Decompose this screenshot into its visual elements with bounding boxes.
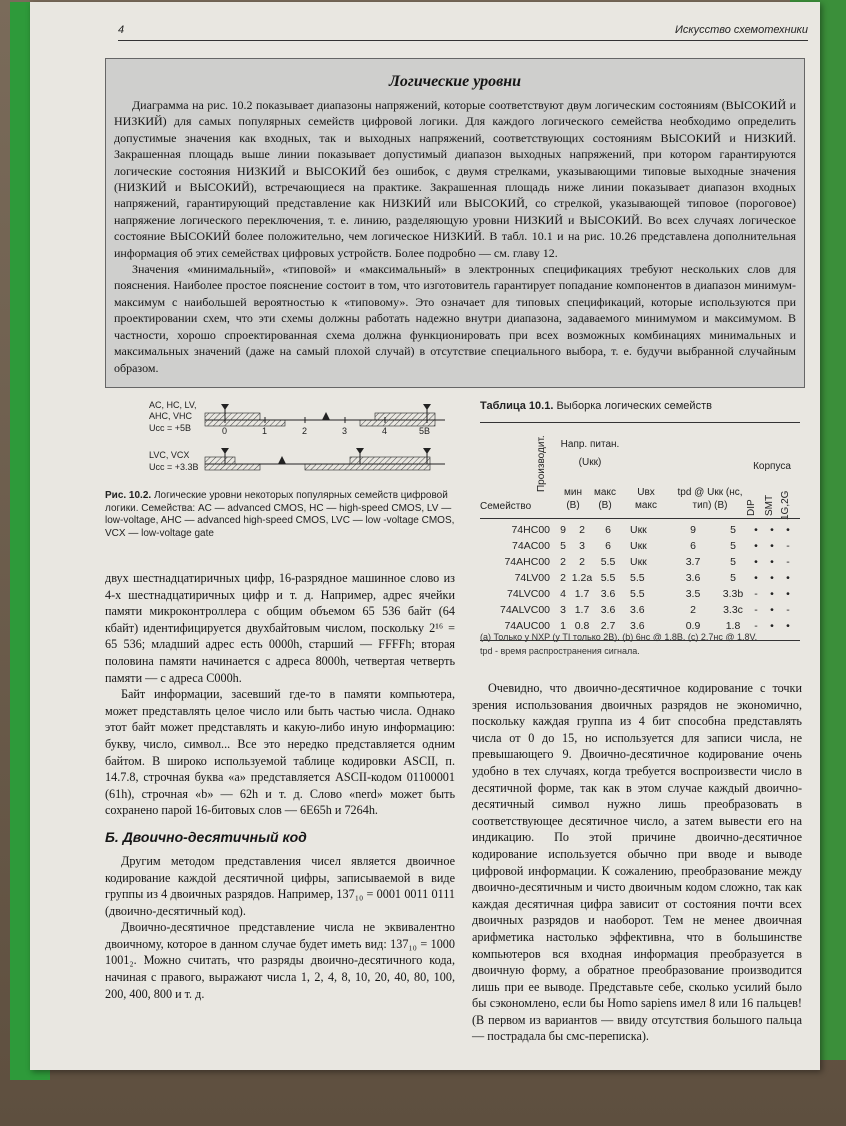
table-title-text: Выборка логических семейств [556, 400, 712, 412]
left-paragraph-1: двух шестнадцатиричных цифр, 16-разрядное машинное слово из 4-х шестнадцатиричных цифр и т. д. Например, адрес ячейки памяти микроконтроллера с общим объемом 65 536 байт (64 кбайт) идентифицируется двухбайтовым числом, поскольку 2¹⁶ = 65 536; младший адрес есть 0000h, старший — FFFFh; вторая половина памяти начинается с адреса 8000h, четвертая четверть памяти — с адреса C000h. [105, 571, 455, 685]
cell-g: • [786, 620, 790, 632]
cell-dip: • [754, 572, 758, 584]
cell-smt: • [770, 620, 774, 632]
group2-vcc: Ucc = +3.3В [149, 462, 199, 472]
right-paragraph-1: Очевидно, что двоично-десятичное кодирование с точки зрения использования двоичных разрядов не экономично, поскольку каждая группа из 4 бит способна представлять числа от 0 до 15, но используется для записи числа, не превышающего 9. Двоично-десятичное кодирование очень удобно в тех случаях, когда требуется воспроизвести число в десятичной форме, так как в этом случае каждый двоично-десятичный символ нужно лишь преобразовать в соответствующее десятичное число, а затем вывести его на индикацию. По этой причине двоично-десятичное кодирование используется обычно при вводе и выводе цифровой информации. К сожалению, преобразование между двоично-десятичным и чисто двоичным кодом сложно, так как каждая десятичная цифра зависит от состояния почти всех двоичных разрядов и наоборот. Тем не менее двоичная арифметика настолько эффективна, что в большинстве компьютеров вся входная информация преобразуется в двоичную форму, а обратное преобразование производится лишь при ее выводе. Представьте себе, сколько усилий было бы сэкономлено, если бы Homo sapiens имел 8 или 16 пальцев! (В первом из вариантов — ввиду отсутствия большого пальца — пострадала бы смс-переписка). [472, 681, 802, 1044]
cell-smt: • [770, 556, 774, 568]
cell-max: 6 [605, 540, 611, 552]
cell-v: 5 [730, 556, 736, 568]
cell-v: 3.3b [722, 588, 744, 600]
section-heading: Б. Двоично-десятичный код [105, 828, 307, 845]
tick-label-5: 5В [419, 426, 431, 436]
cell-g: • [786, 588, 790, 600]
cell-min: 1.7 [574, 588, 590, 600]
cell-smt: • [770, 588, 774, 600]
cell-tpd: 9 [690, 524, 696, 536]
box-paragraph-1: Диаграмма на рис. 10.2 показывает диапазоны напряжений, которые соответствуют двум логическим состояниям (ВЫСОКИЙ и НИЗКИЙ) для самых популярных семейств цифровой логики. Для каждого логического семейства необходимо определить допустимые значения как входных, так и выходных напряжений, соответствующих состояниям ВЫСОКИЙ и НИЗКИЙ. Закрашенная площадь выше линии показывает допустимый диапазон выходных напряжений, при котором гарантируются логические состояния НИЗКИЙ и ВЫСОКИЙ без ошибок, с двумя стрелками, указывающими типовые выходные значения (НИЗКИЙ и ВЫСОКИЙ), встречающиеся на практике. Закрашенная площадь ниже линии показывает диапазон входных напряжений, гарантирующий представление как НИЗКИЙ или ВЫСОКИЙ, со стрелкой, указывающей типовое (пороговое) напряжение логического переключения, т. е. линию, разделяющую уровни НИЗКИЙ и ВЫСОКИЙ. Во всех случаях логическое состояние ВЫСОКИЙ более положительно, чем логическое НИЗКИЙ. В табл. 10.1 и на рис. 10.26 представлена дополнительная информация об этих семействах цифровых устройств. Более подробно — см. главу 12. [114, 98, 796, 260]
cell-max: 3.6 [600, 604, 616, 616]
cell-mfr: 1 [560, 620, 566, 632]
cell-mfr: 5 [560, 540, 566, 552]
cell-mfr: 2 [560, 556, 566, 568]
table-title [480, 400, 712, 412]
cell-mfr: 3 [560, 604, 566, 616]
group1-families: AC, HC, LV, [149, 400, 197, 410]
cell-dip: • [754, 540, 758, 552]
header-family: Семейство [480, 501, 532, 512]
header-tpd: tpd @ Uкк (нс, тип) (В) [677, 487, 743, 511]
cell-tpd: 2 [690, 604, 696, 616]
cell-tpd: 3.7 [685, 556, 701, 568]
cell-uin: 3.6 [630, 604, 645, 616]
figure-caption-label: Рис. 10.2. [105, 490, 152, 501]
tick-label-3: 3 [342, 426, 348, 436]
box-paragraph-2: Значения «минимальный», «типовой» и «максимальный» в электронных спецификациях требуют нескольких слов для пояснения. Наиболее простое пояснение состоит в том, что изготовитель гарантирует попадание компонентов в диапазон минимум-максимум с наибольшей вероятностью к «типовому». Это означает для типовых спецификаций, которые используются при проектировании схем, что эти схемы должны работать надежно внутри диапазона, задаваемого минимумом и максимумом. В частности, хорошо спроектированная схема должна функционировать при всех возможных комбинациях минимальных и максимальных значений (даже на самый плохой случай) в отсутствие специального выбора, т. е. будучи выбранной случайным образом. [114, 262, 796, 375]
cell-tpd: 3.5 [685, 588, 701, 600]
cell-max: 6 [605, 524, 611, 536]
page-header [118, 24, 808, 41]
tick-label-4: 4 [382, 426, 388, 436]
header-min: мин (В) [564, 487, 582, 511]
cell-min: 1.7 [574, 604, 590, 616]
table-top-rule [480, 422, 800, 423]
logic-levels-box [105, 58, 805, 388]
right-text-column [472, 680, 802, 1045]
cell-smt: • [770, 540, 774, 552]
logic-families-table [480, 400, 805, 665]
tick-label-2: 2 [302, 426, 308, 436]
cell-family: 74AC00 [512, 540, 550, 552]
cell-max: 5.5 [600, 572, 616, 584]
table-title-label: Таблица 10.1. [480, 400, 554, 412]
table-row [480, 604, 800, 620]
tick-label-1: 1 [262, 426, 268, 436]
cell-max: 3.6 [600, 588, 616, 600]
cell-g: - [786, 556, 790, 568]
cell-dip: - [754, 620, 758, 632]
header-smt-1g2g: 1G,2G [780, 490, 791, 520]
table-row [480, 572, 800, 588]
book-title: Искусство схемотехники [675, 24, 808, 36]
cell-family: 74HC00 [511, 524, 550, 536]
cell-smt: • [770, 524, 774, 536]
cell-min: 0.8 [574, 620, 590, 632]
table-header-rule [480, 518, 800, 519]
cell-dip: - [754, 604, 758, 616]
cell-v: 1.8 [725, 620, 741, 632]
header-supply-unit: (Uкк) [578, 457, 602, 468]
table-footnote-1: (а) Только у NXP (у TI только 2В). (b) 6нс @ 1.8В. (c) 2.7нс @ 1.8V. [480, 632, 758, 642]
table-row [480, 588, 800, 604]
group1-families-line2: AHC, VHC [149, 411, 193, 421]
header-uin: Uвх макс [635, 487, 657, 511]
cell-uin: 5.5 [630, 572, 645, 584]
cell-min: 3 [579, 540, 585, 552]
header-manufacturer: Производит. [536, 435, 547, 492]
header-smt: SMT [764, 494, 775, 516]
cell-mfr: 4 [560, 588, 566, 600]
cell-tpd: 0.9 [685, 620, 701, 632]
cell-smt: • [770, 604, 774, 616]
cell-uin: 3.6 [630, 620, 645, 632]
cell-family: 74LV00 [514, 572, 550, 584]
cell-min: 1.2a [571, 572, 593, 584]
group2-families: LVC, VCX [149, 450, 190, 460]
figure-caption [105, 490, 465, 540]
box-title: Логические уровни [388, 73, 522, 90]
cell-tpd: 3.6 [685, 572, 701, 584]
cell-v: 5 [730, 540, 736, 552]
cell-uin: Uкк [630, 524, 647, 536]
cell-g: • [786, 572, 790, 584]
left-text-column [105, 570, 455, 1002]
cell-family: 74AUC00 [504, 620, 550, 632]
cell-g: - [786, 604, 790, 616]
left-paragraph-4: Двоично-десятичное представление числа не эквивалентно двоичному, которое в данном случае будет иметь вид: 137₁₀ = 1000 1001₂. Можно считать, что разряды двоично-десятичного кода, начиная с правого, выражают числа 1, 2, 4, 8, 10, 20, 40, 80, 100, 200, 400, 800 и т. д. [105, 920, 455, 1001]
cell-uin: Uкк [630, 556, 647, 568]
cell-min: 2 [579, 524, 585, 536]
cell-uin: 5.5 [630, 588, 645, 600]
cell-g: - [786, 540, 790, 552]
cell-max: 5.5 [600, 556, 616, 568]
cell-mfr: 2 [560, 572, 566, 584]
cell-dip: • [754, 524, 758, 536]
cell-family: 74ALVC00 [499, 604, 550, 616]
figure-caption-text: Логические уровни некоторых популярных семейств цифровой логики. Семейства: AC — advanced CMOS, HC — high-speed CMOS, LV — low-voltage, AHC — advanced high-speed CMOS, LVC — low -voltage CMOS, VCX — low-voltage gate [105, 490, 455, 539]
cell-v: 5 [730, 572, 736, 584]
cell-family: 74AHC00 [504, 556, 550, 568]
cell-dip: • [754, 556, 758, 568]
cell-family: 74LVC00 [506, 588, 550, 600]
page-number: 4 [118, 24, 125, 36]
table-row [480, 524, 800, 540]
cell-v: 3.3c [723, 604, 743, 616]
cell-min: 2 [579, 556, 585, 568]
left-paragraph-3: Другим методом представления чисел является двоичное кодирование каждой десятичной цифры, записываемой в виде группы из 4 двоичных разрядов. Например, 137₁₀ = 0001 0011 0111 (двоично-десятичный код). [105, 853, 455, 918]
cell-max: 2.7 [600, 620, 616, 632]
header-supply: Напр. питан. [560, 439, 620, 450]
cell-dip: - [754, 588, 758, 600]
cell-tpd: 6 [690, 540, 696, 552]
group1-vcc: Ucc = +5В [149, 423, 192, 433]
header-max: макс (В) [594, 487, 616, 511]
table-footnote-2: tpd - время распространения сигнала. [480, 646, 640, 656]
left-paragraph-2: Байт информации, засевший где-то в памяти компьютера, может представлять целое число или быть частью числа. Однако этот байт может представлять и какую-либо иную информацию: букву, число, символ... Все это нередко представляется одним байтом. В широко используемой таблице кодировки ASCII, п. 14.7.8, строчная буква «a» представляется ASCII-кодом 01100001 (61h), строчная «b» — 62h и т. д. Слово «nerd» может быть сохранено парой 16-битовых слов — 6E65h и 7264h. [105, 687, 455, 818]
cell-mfr: 9 [560, 524, 566, 536]
header-dip: DIP [746, 499, 757, 516]
cell-v: 5 [730, 524, 736, 536]
tick-label-0: 0 [222, 426, 228, 436]
header-package: Корпуса [753, 461, 791, 472]
cell-smt: • [770, 572, 774, 584]
table-row [480, 556, 800, 572]
cell-g: • [786, 524, 790, 536]
table-row [480, 540, 800, 556]
cell-uin: Uкк [630, 540, 647, 552]
